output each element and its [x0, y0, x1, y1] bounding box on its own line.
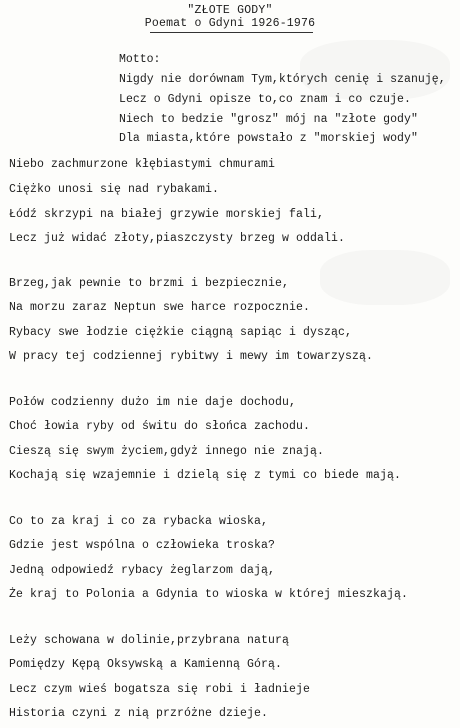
verse-line: Ciężko unosi się nad rybakami. — [9, 183, 220, 196]
verse-line: Lecz już widać złoty,piaszczysty brzeg w oddali. — [9, 232, 346, 245]
verse-line: Historia czyni z nią przróżne dzieje. — [9, 707, 269, 720]
motto-line: Niech to bedzie "grosz" mój na "złote gody" — [119, 113, 418, 126]
verse-line: Niebo zachmurzone kłębiastymi chmurami — [9, 158, 276, 171]
verse-line: Rybacy swe łodzie ciężkie ciągną sapiąc i dysząc, — [9, 326, 353, 339]
verse-line: Na morzu zaraz Neptun swe harce rozpocznie. — [9, 301, 311, 314]
poem-subtitle: Poemat o Gdyni 1926-1976 — [144, 17, 316, 30]
verse-line: Łódź skrzypi na białej grzywie morskiej fali, — [9, 208, 325, 221]
poem-title: "ZŁOTE GODY" — [187, 4, 273, 17]
paper-smudge — [320, 250, 450, 305]
verse-line: Cieszą się swym życiem,gdyż innego nie znają. — [9, 445, 325, 458]
verse-line: Leży schowana w dolinie,przybrana naturą — [9, 634, 290, 647]
paper-smudge — [300, 40, 450, 100]
title-underline — [150, 32, 313, 33]
verse-line: Pomiędzy Kępą Oksywską a Kamienną Górą. — [9, 658, 283, 671]
verse-line: Gdzie jest wspólna o człowieka troska? — [9, 539, 276, 552]
motto-line: Nigdy nie dorównam Tym,których cenię i szanuję, — [119, 73, 446, 86]
verse-line: Połów codzienny dużo im nie daje dochodu, — [9, 396, 297, 409]
verse-line: Lecz czym wieś bogatsza się robi i ładnieje — [9, 683, 311, 696]
motto-line: Lecz o Gdyni opisze to,co znam i co czuje. — [119, 93, 411, 106]
verse-line: Brzeg,jak pewnie to brzmi i bezpiecznie, — [9, 277, 290, 290]
verse-line: Co to za kraj i co za rybacka wioska, — [9, 515, 269, 528]
verse-line: Choć łowia ryby od świtu do słońca zachodu. — [9, 420, 311, 433]
motto-line: Dla miasta,które powstało z "morskiej wody" — [119, 132, 418, 145]
verse-line: Że kraj to Polonia a Gdynia to wioska w której mieszkają. — [9, 588, 409, 601]
verse-line: W pracy tej codziennej rybitwy i mewy im towarzyszą. — [9, 350, 374, 363]
verse-line: Jedną odpowiedź rybacy żeglarzom dają, — [9, 564, 276, 577]
motto-label: Motto: — [119, 53, 161, 66]
verse-line: Kochają się wzajemnie i dzielą się z tymi co biede mają. — [9, 469, 402, 482]
